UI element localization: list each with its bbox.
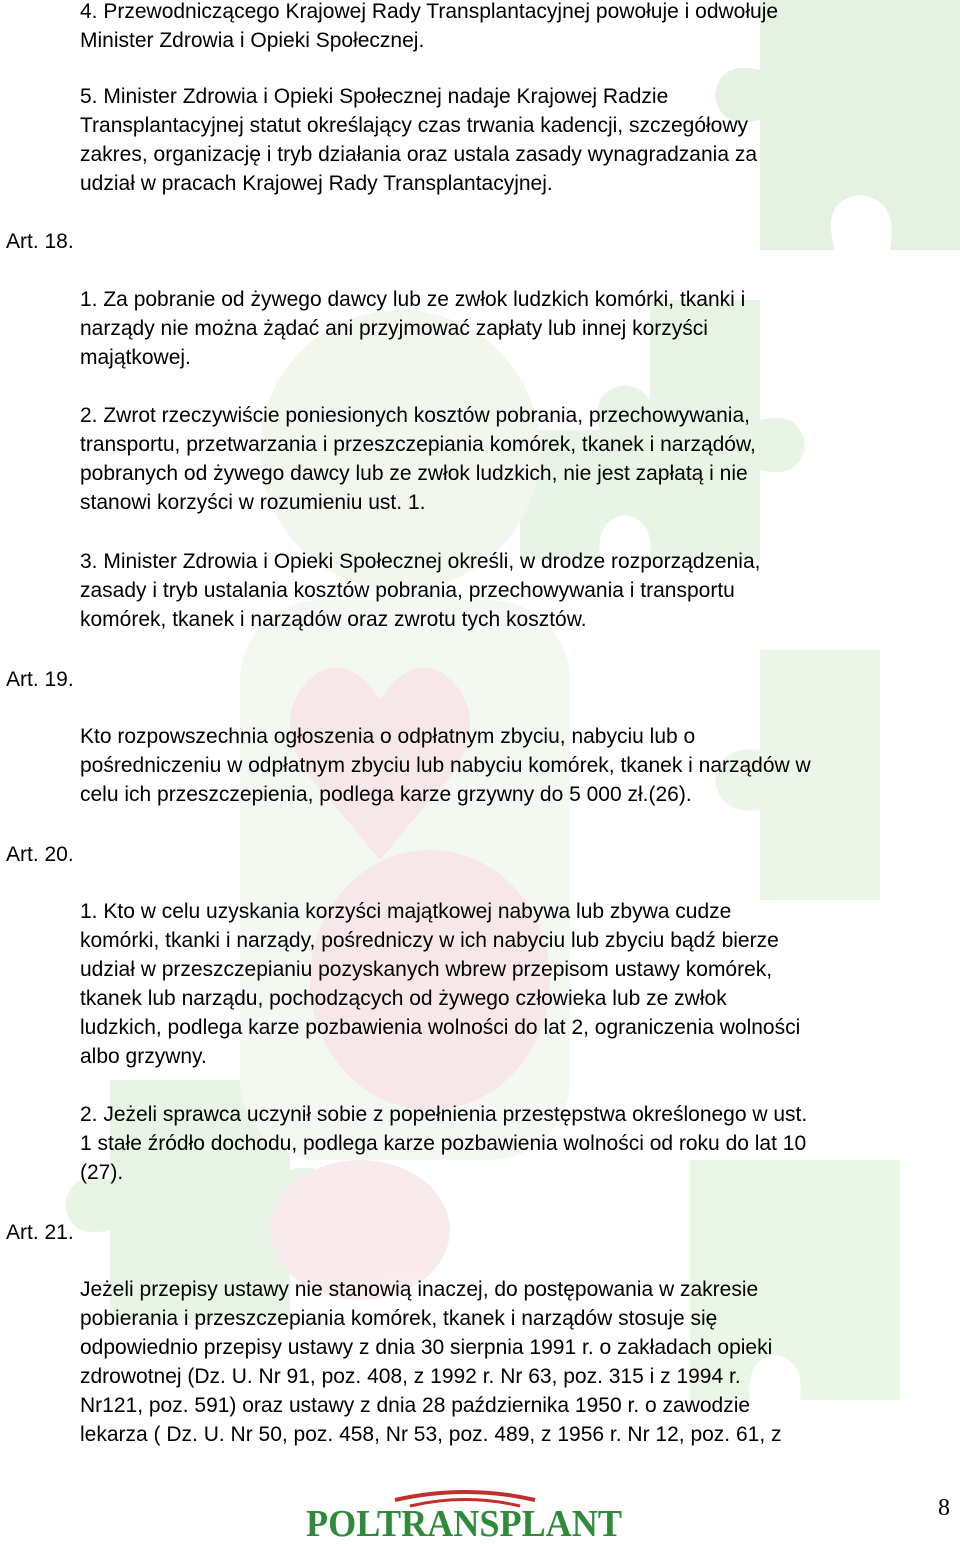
text-line: zakres, organizację i tryb działania oraz ustala zasady wynagradzania za <box>80 143 758 166</box>
text-line: 3. Minister Zdrowia i Opieki Społecznej określi, w drodze rozporządzenia, <box>80 550 761 573</box>
text-line: lekarza ( Dz. U. Nr 50, poz. 458, Nr 53, poz. 489, z 1956 r. Nr 12, poz. 61, z <box>80 1423 782 1446</box>
text-line: celu ich przeszczepienia, podlega karze grzywny do 5 000 zł.(26). <box>80 783 692 806</box>
article-18-paragraph-3 <box>80 547 958 634</box>
text-line: 2. Jeżeli sprawca uczynił sobie z popełnienia przestępstwa określonego w ust. <box>80 1103 808 1126</box>
article-19-paragraph <box>80 722 958 809</box>
article-21-heading: Art. 21. <box>6 1221 74 1244</box>
article-20-paragraph-1 <box>80 897 958 1071</box>
article-18-paragraph-2 <box>80 401 958 517</box>
text-line: pobierania i przeszczepiania komórek, tkanek i narządów stosuje się <box>80 1307 718 1330</box>
text-line: albo grzywny. <box>80 1045 207 1068</box>
text-line: 1 stałe źródło dochodu, podlega karze pozbawienia wolności od roku do lat 10 <box>80 1132 807 1155</box>
text-line: 5. Minister Zdrowia i Opieki Społecznej nadaje Krajowej Radzie <box>80 85 669 108</box>
text-line: komórki, tkanki i narządy, pośredniczy w ich nabyciu lub zbyciu bądź bierze <box>80 929 779 952</box>
text-line: pośredniczeniu w odpłatnym zbyciu lub nabyciu komórek, tkanek i narządów w <box>80 754 811 777</box>
article-20-heading: Art. 20. <box>6 843 74 866</box>
text-line: transportu, przetwarzania i przeszczepiania komórek, tkanek i narządów, <box>80 433 756 456</box>
text-line: (27). <box>80 1161 124 1184</box>
text-line: odpowiednio przepisy ustawy z dnia 30 sierpnia 1991 r. o zakładach opieki <box>80 1336 773 1359</box>
poltransplant-logo <box>300 1486 630 1544</box>
text-line: Transplantacyjnej statut określający czas trwania kadencji, szczegółowy <box>80 114 749 137</box>
text-line: Minister Zdrowia i Opieki Społecznej. <box>80 29 425 52</box>
text-line: stanowi korzyści w rozumieniu ust. 1. <box>80 491 426 514</box>
article-21-paragraph <box>80 1275 958 1449</box>
text-line: narządy nie można żądać ani przyjmować zapłaty lub innej korzyści <box>80 317 708 340</box>
text-line: udział w przeszczepianiu pozyskanych wbrew przepisom ustawy komórek, <box>80 958 773 981</box>
text-line: zdrowotnej (Dz. U. Nr 91, poz. 408, z 1992 r. Nr 63, poz. 315 i z 1994 r. <box>80 1365 741 1388</box>
article-18-heading: Art. 18. <box>6 230 74 253</box>
text-line: tkanek lub narządu, pochodzących od żywego człowieka lub ze zwłok <box>80 987 727 1010</box>
text-line: komórek, tkanek i narządów oraz zwrotu tych kosztów. <box>80 608 587 631</box>
text-line: 4. Przewodniczącego Krajowej Rady Transplantacyjnej powołuje i odwołuje <box>80 0 779 23</box>
page-number: 8 <box>938 1495 950 1521</box>
text-line: pobranych od żywego dawcy lub ze zwłok ludzkich, nie jest zapłatą i nie <box>80 462 748 485</box>
text-line: udział w pracach Krajowej Rady Transplantacyjnej. <box>80 172 553 195</box>
logo-wordmark: POLTRANSPLANT <box>306 1503 622 1544</box>
text-line: zasady i tryb ustalania kosztów pobrania, przechowywania i transportu <box>80 579 735 602</box>
article-19-heading: Art. 19. <box>6 668 74 691</box>
text-line: 1. Za pobranie od żywego dawcy lub ze zwłok ludzkich komórki, tkanki i <box>80 288 746 311</box>
text-line: ludzkich, podlega karze pozbawienia wolności do lat 2, ograniczenia wolności <box>80 1016 801 1039</box>
paragraph-5 <box>80 82 958 198</box>
article-20-paragraph-2 <box>80 1100 958 1187</box>
text-line: majątkowej. <box>80 346 191 369</box>
text-line: Kto rozpowszechnia ogłoszenia o odpłatnym zbyciu, nabyciu lub o <box>80 725 696 748</box>
text-line: 1. Kto w celu uzyskania korzyści majątkowej nabywa lub zbywa cudze <box>80 900 732 923</box>
text-line: 2. Zwrot rzeczywiście poniesionych kosztów pobrania, przechowywania, <box>80 404 750 427</box>
paragraph-4 <box>80 0 958 55</box>
text-line: Jeżeli przepisy ustawy nie stanowią inaczej, do postępowania w zakresie <box>80 1278 759 1301</box>
article-18-paragraph-1 <box>80 285 958 372</box>
text-line: Nr121, poz. 591) oraz ustawy z dnia 28 października 1950 r. o zawodzie <box>80 1394 751 1417</box>
